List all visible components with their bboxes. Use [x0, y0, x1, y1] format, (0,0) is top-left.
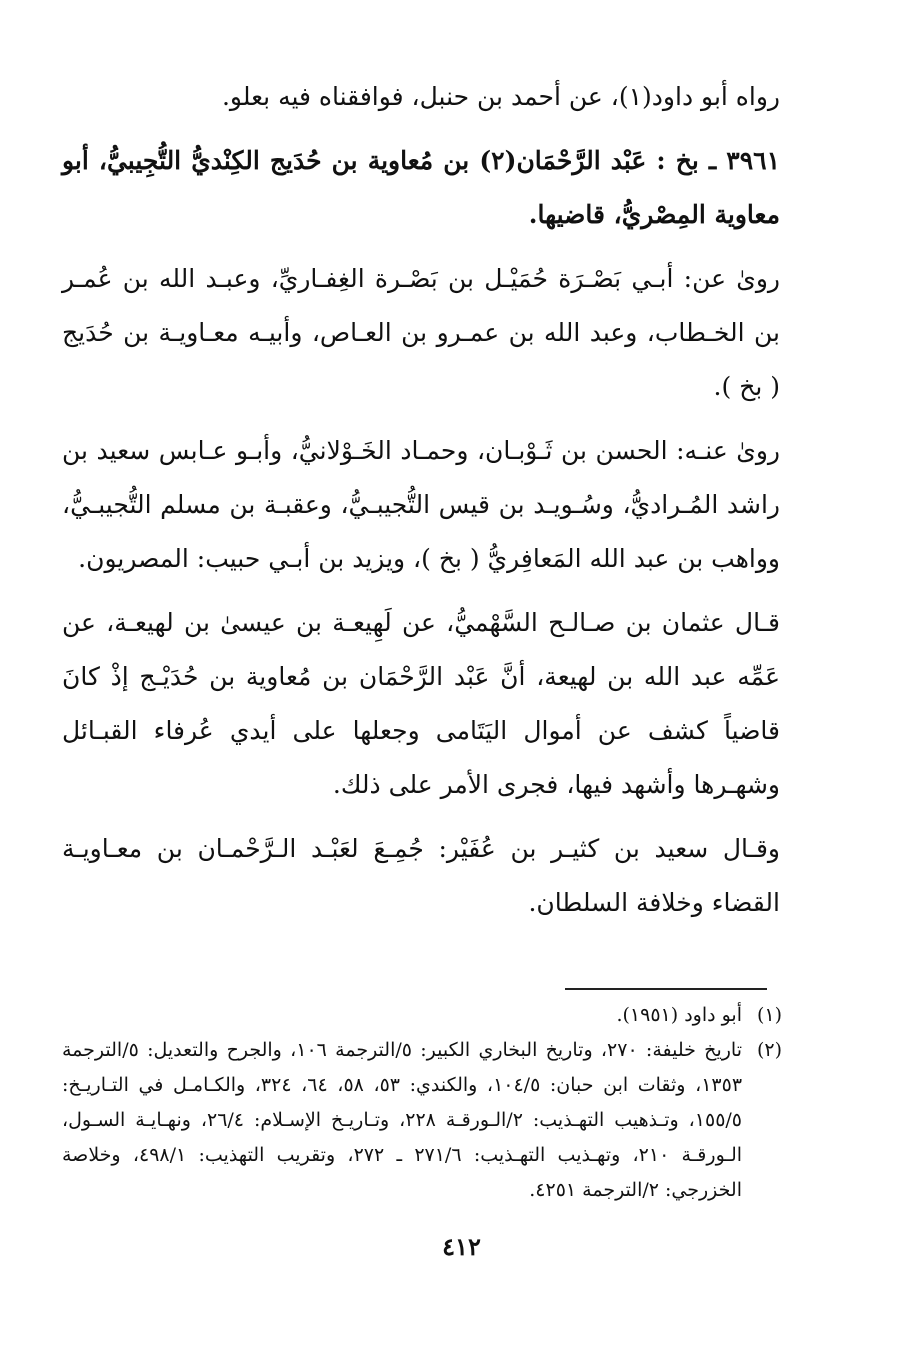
main-text [62, 70, 780, 930]
paragraph-said-report: وقـال سعيد بن كثيـر بن عُفَيْر: جُمِـعَ لعَبْـد الـرَّحْمـان بن معـاويـة القضاء وخلافة السلطان. [62, 834, 780, 917]
paragraph-narrated-by: روىٰ عنـه: الحسن بن ثَـوْبـان، وحمـاد الخَـوْلانيُّ، وأبـو عـابس سعيد بن راشد المُـراديُّ، وسُـويـد بن قيس التُّجيبـيُّ، وعقبـة بن مسلم التُّجيبـيُّ، وواهب بن عبد الله المَعافِريُّ ( بخ )، ويزيد بن أبـي حبيب: المصريون. [62, 436, 780, 573]
page-body [62, 70, 780, 940]
footnotes [62, 998, 782, 1208]
footnote-1 [62, 998, 782, 1033]
footnote-2 [62, 1033, 782, 1208]
paragraph-entry-heading: ٣٩٦١ ـ بخ : عَبْد الرَّحْمَان(٢) بن مُعاوية بن حُدَيج الكِنْديُّ التُّجِيبيُّ، أبو معاوية المِصْريُّ، قاضيها. [62, 146, 780, 229]
paragraph-uthman-report: قـال عثمان بن صـالـح السَّهْميُّ، عن لَهِيعـة بن عيسىٰ بن لهيعـة، عن عَمِّه عبد الله بن لهيعة، أنَّ عَبْد الرَّحْمَان بن مُعاوية بن حُدَيْـج إذْ كانَ قاضياً كشف عن أموال اليَتَامى وجعلها على أيدي عُرفاء القبـائل وشهـرها وأشهد فيها، فجرى الأمر على ذلك. [62, 608, 780, 799]
paragraph-hadith-note: رواه أبو داود(١)، عن أحمد بن حنبل، فوافقناه فيه بعلو. [221, 82, 780, 111]
footnote-number: (٢) [756, 1039, 782, 1061]
footnote-text: تاريخ خليفة: ٢٧٠، وتاريخ البخاري الكبير: ٥/الترجمة ١٠٦، والجرح والتعديل: ٥/الترجمة ١٣٥٣، وثقات ابن حبان: ١٠٤/٥، والكندي: ٥٣، ٥٨، ٦٤، ٣٢٤، والكـامـل في التـاريـخ: ١٥٥/٥، وتـذهيب التهـذيب: ٢/الـورقـة ٢٢٨، وتـاريـخ الإسـلام: ٢٦/٤، ونهـايـة السـول، الـورقـة ٢١٠، وتهـذيب التهـذيب: ٢٧١/٦ ـ ٢٧٢، وتقريب التهذيب: ٤٩٨/١، وخلاصة الخزرجي: ٢/الترجمة ٤٢٥١. [62, 1039, 743, 1201]
footnote-number: (١) [756, 1004, 782, 1026]
paragraph-narrated-from: روىٰ عن: أبـي بَصْـرَة حُمَيْـل بن بَصْـرة الغِفـاريِّ، وعبـد الله بن عُمـر بن الخـطاب، وعبد الله بن عمـرو بن العـاص، وأبيـه معـاويـة بن حُدَيج ( بخ ). [62, 264, 780, 401]
footnote-text: أبو داود (١٩٥١). [616, 1004, 742, 1026]
page-number: ٤١٢ [442, 1232, 481, 1261]
footnote-divider [565, 988, 767, 990]
